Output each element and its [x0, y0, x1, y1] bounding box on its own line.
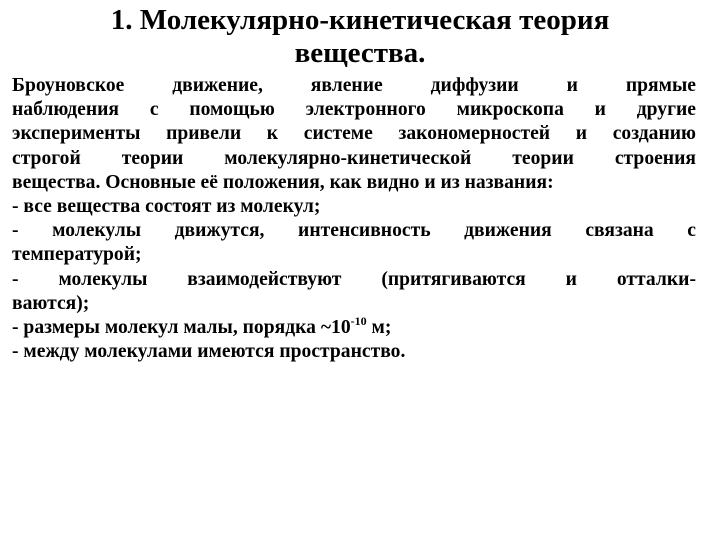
- bullet-item-size: [12, 316, 696, 340]
- size-suffix: м;: [366, 317, 392, 339]
- text-line: вещества. Основные её положения, как видно и из названия:: [12, 171, 554, 193]
- body-text: [12, 74, 696, 364]
- bullet-continuation: температурой;: [12, 244, 142, 266]
- size-exponent: -10: [350, 314, 367, 329]
- bullet-item: - молекулы взаимодействуют (притягиваются и отталки-: [12, 268, 696, 290]
- title-line-2: вещества.: [294, 37, 426, 69]
- bullet-item: - все вещества состоят из молекул;: [12, 196, 321, 218]
- slide-title: [60, 4, 660, 70]
- bullet-continuation: ваются);: [12, 292, 90, 314]
- title-line-1: 1. Молекулярно-кинетическая теория: [110, 4, 610, 36]
- bullet-item: - между молекулами имеются пространство.: [12, 341, 406, 363]
- bullet-item: - молекулы движутся, интенсивность движения связана с: [12, 220, 696, 242]
- text-line: эксперименты привели к системе закономерностей и созданию: [12, 123, 696, 145]
- text-line: наблюдения с помощью электронного микроскопа и другие: [12, 99, 696, 121]
- size-prefix: - размеры молекул малы, порядка ~10: [12, 317, 351, 339]
- text-line: строгой теории молекулярно-кинетической теории строения: [12, 147, 696, 169]
- text-line: Броуновское движение, явление диффузии и прямые: [12, 75, 696, 96]
